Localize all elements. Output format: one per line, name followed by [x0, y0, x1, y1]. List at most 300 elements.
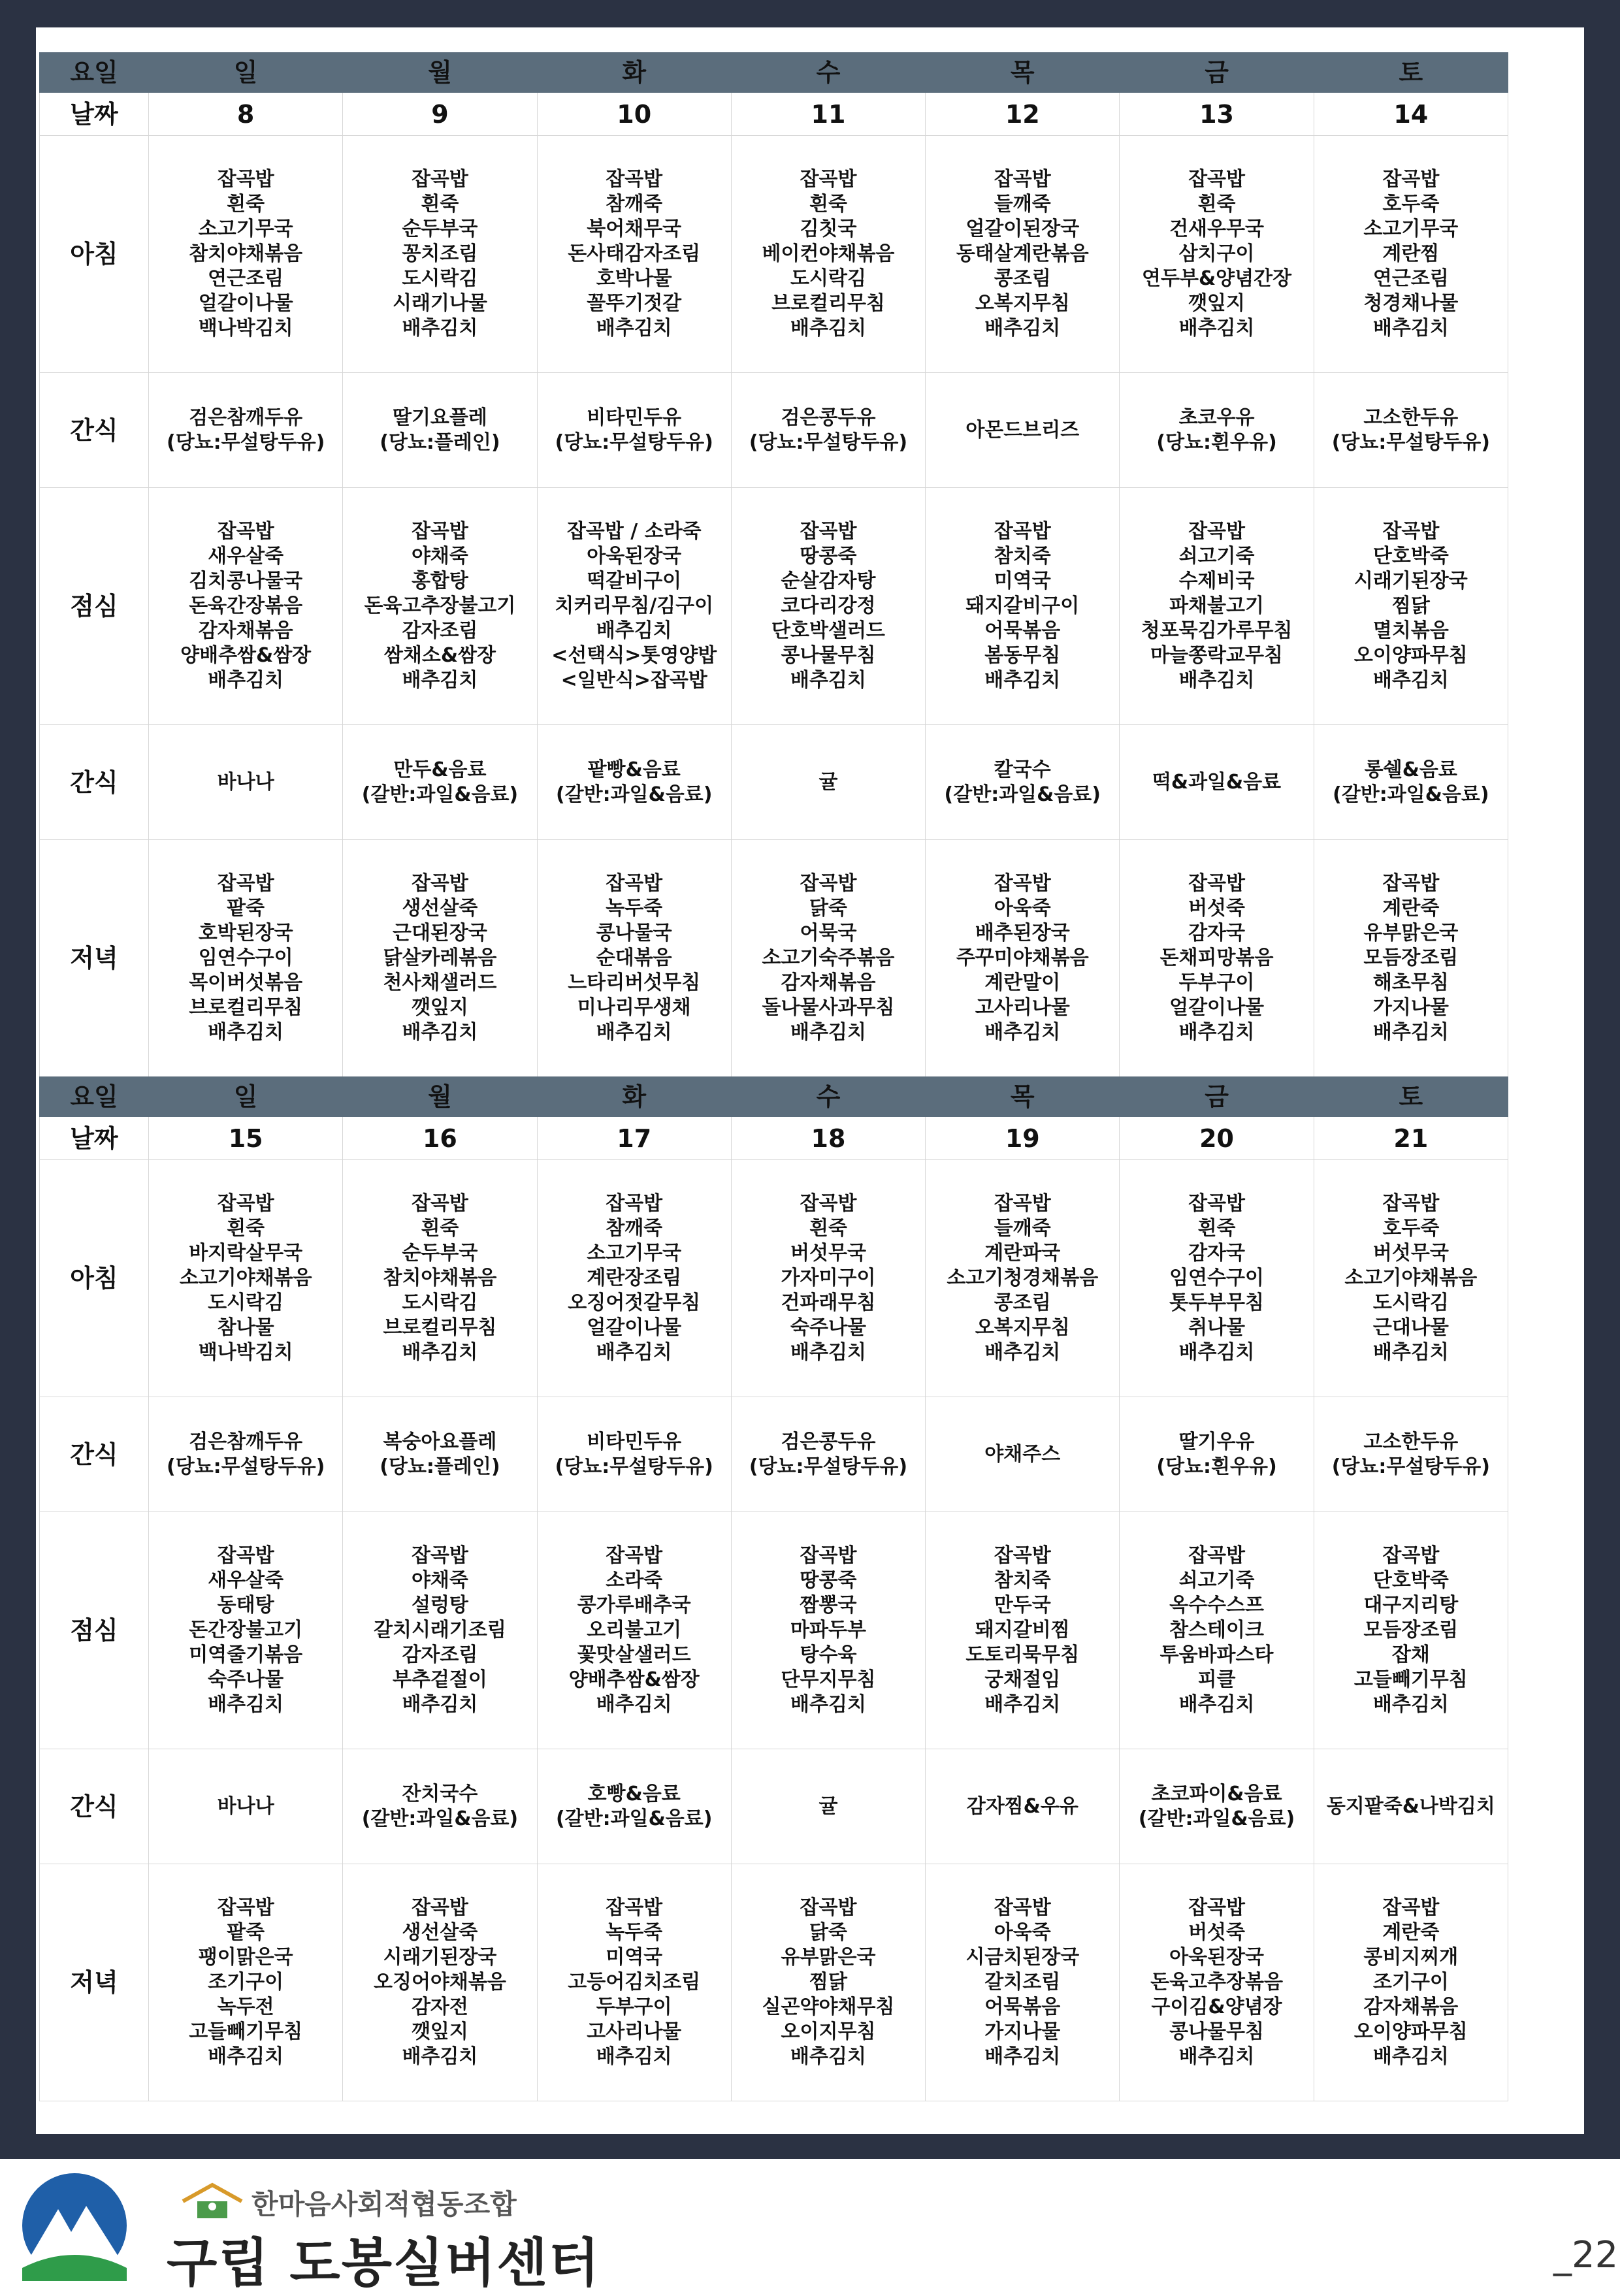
menu-item: 잡곡밥 [217, 520, 274, 543]
menu-item: 단호박죽 [1372, 1569, 1449, 1592]
menu-item: 피클 [1197, 1668, 1236, 1691]
org-title: 구립 도봉실버센터 [167, 2233, 601, 2293]
menu-item: 미역줄기볶음 [189, 1643, 303, 1666]
menu-item: 수제비국 [1178, 570, 1255, 592]
menu-item: 오이양파무침 [1353, 2020, 1468, 2043]
menu-cell [1120, 1749, 1314, 1864]
menu-cell [149, 1864, 343, 2101]
menu-item: 배추김치 [596, 2045, 672, 2068]
menu-item: (갈반:과일&음료) [555, 1807, 713, 1830]
menu-item: 배추김치 [790, 1341, 866, 1364]
menu-item: 소고기야채볶음 [179, 1267, 312, 1289]
menu-item: 계란장조림 [587, 1267, 682, 1289]
menu-item: 잡곡밥 [1382, 168, 1440, 191]
menu-item: 참스테이크 [1169, 1619, 1264, 1641]
menu-item: 잡곡밥 [411, 1544, 468, 1567]
menu-item: 도시락김 [1372, 1291, 1449, 1314]
menu-cell [537, 840, 731, 1077]
menu-item: 흰죽 [227, 193, 265, 216]
menu-item: 순두부국 [402, 1242, 478, 1265]
menu-cell [731, 1749, 925, 1864]
menu-cell [731, 136, 925, 373]
menu-item: 배추김치 [596, 317, 672, 340]
menu-cell [731, 373, 925, 488]
menu-item: 고들빼기무침 [189, 2020, 303, 2043]
menu-cell [537, 1749, 731, 1864]
menu-item: 만두국 [994, 1594, 1051, 1617]
menu-item: 만두&음료 [393, 758, 487, 781]
menu-item: 깻잎지 [1188, 292, 1246, 315]
menu-item: 참깨죽 [606, 1217, 663, 1240]
meal-label: 간식 [40, 1749, 149, 1864]
menu-item: 동태살계란볶음 [956, 242, 1089, 265]
menu-item: (갈반:과일&음료) [1333, 783, 1489, 806]
date-cell: 13 [1120, 93, 1314, 136]
menu-item: 김치콩나물국 [189, 570, 303, 592]
house-logo-icon [176, 2182, 248, 2221]
menu-item: 배추된장국 [975, 922, 1070, 945]
menu-item: 연근조림 [1372, 267, 1449, 290]
menu-item: 참치야채볶음 [189, 242, 303, 265]
menu-item: (당뇨:무설탕두유) [167, 1455, 325, 1478]
menu-item: 배추김치 [984, 2045, 1061, 2068]
menu-item: 양배추쌈&쌈장 [568, 1668, 700, 1691]
meal-row [40, 725, 1508, 840]
menu-item: (갈반:과일&음료) [361, 783, 519, 806]
menu-item: 계란죽 [1382, 897, 1440, 920]
menu-item: 배추김치 [790, 1021, 866, 1044]
page-number: _22 [1553, 2234, 1619, 2276]
menu-item: 짬뽕국 [800, 1594, 857, 1617]
menu-item: 임연수구이 [1169, 1267, 1264, 1289]
menu-item: 흰죽 [227, 1217, 265, 1240]
menu-cell [343, 1749, 537, 1864]
menu-item: 순대볶음 [596, 946, 672, 969]
menu-item: 호빵&음료 [587, 1782, 681, 1805]
menu-item: 찜닭 [1391, 594, 1430, 617]
menu-item: 잡곡밥 [800, 1192, 857, 1215]
menu-item: 오징어젓갈무침 [568, 1291, 701, 1314]
menu-item: 도시락김 [208, 1291, 284, 1314]
weekday-cell: 일 [149, 1077, 343, 1117]
meal-row [40, 1864, 1508, 2101]
menu-item: 꽁치조림 [402, 242, 478, 265]
menu-item: 순살감자탕 [781, 570, 876, 592]
menu-item: 배추김치 [790, 2045, 866, 2068]
menu-item: 감자찜&우유 [966, 1794, 1078, 1818]
menu-item: 배추김치 [984, 317, 1061, 340]
menu-item: 배추김치 [984, 1021, 1061, 1044]
menu-item: 잡곡밥 [994, 872, 1051, 895]
menu-item: 돼지갈비구이 [965, 594, 1080, 617]
menu-item: 갈치시래기조림 [373, 1619, 506, 1641]
meal-row [40, 136, 1508, 373]
menu-cell [731, 840, 925, 1077]
menu-item: 잡곡밥 [606, 1896, 663, 1919]
menu-cell [1314, 840, 1508, 1077]
date-cell: 9 [343, 93, 537, 136]
menu-item: 모듬장조림 [1363, 946, 1459, 969]
meal-label: 간식 [40, 373, 149, 488]
menu-item: 백나박김치 [198, 1341, 293, 1364]
menu-item: 배추김치 [208, 669, 284, 692]
menu-cell [537, 1512, 731, 1749]
menu-item: 숙주나물 [208, 1668, 284, 1691]
menu-item: 콩비지찌개 [1363, 1946, 1459, 1969]
menu-item: 잔치국수 [402, 1782, 478, 1805]
menu-cell [1314, 1864, 1508, 2101]
menu-item: 브로컬리무침 [189, 996, 303, 1019]
menu-item: 가지나물 [984, 2020, 1061, 2043]
menu-item: 시래기된장국 [1353, 570, 1468, 592]
menu-item: 오이지무침 [781, 2020, 876, 2043]
menu-item: 닭죽 [809, 1921, 847, 1944]
menu-item: 근대나물 [1372, 1316, 1449, 1339]
menu-item: 배추김치 [1178, 2045, 1255, 2068]
meal-label: 점심 [40, 488, 149, 725]
date-cell: 16 [343, 1117, 537, 1160]
weekly-menu-table-1 [39, 52, 1508, 1077]
date-cell: 11 [731, 93, 925, 136]
menu-item: 미역국 [606, 1946, 663, 1969]
menu-cell [731, 1160, 925, 1397]
menu-item: 초코우유 [1178, 406, 1255, 429]
menu-item: 들깨죽 [994, 1217, 1051, 1240]
menu-cell [1120, 1512, 1314, 1749]
menu-cell [537, 1397, 731, 1512]
menu-item: 배추김치 [790, 669, 866, 692]
menu-cell [926, 840, 1120, 1077]
menu-cell [343, 1397, 537, 1512]
meal-row [40, 488, 1508, 725]
menu-cell [731, 1864, 925, 2101]
menu-item: 녹두죽 [606, 897, 663, 920]
menu-item: 잡곡밥 [1188, 872, 1246, 895]
menu-cell [537, 488, 731, 725]
menu-item: (갈반:과일&음료) [1138, 1807, 1295, 1830]
menu-cell [149, 1160, 343, 1397]
meal-label: 아침 [40, 1160, 149, 1397]
menu-item: 참치야채볶음 [383, 1267, 497, 1289]
menu-item: 고등어김치조림 [568, 1971, 701, 1994]
menu-cell [149, 725, 343, 840]
menu-item: 잡곡밥 [1188, 520, 1246, 543]
weekday-cell: 토 [1314, 1077, 1508, 1117]
menu-item: 감자채볶음 [781, 971, 876, 994]
menu-item: 배추김치 [1178, 317, 1255, 340]
menu-item: 두부구이 [596, 1996, 672, 2018]
weekday-cell: 금 [1120, 1077, 1314, 1117]
menu-cell [149, 1512, 343, 1749]
menu-cell [1314, 488, 1508, 725]
menu-item: 땅콩죽 [800, 1569, 857, 1592]
menu-item: 야채주스 [984, 1442, 1061, 1466]
weekday-cell: 금 [1120, 53, 1314, 93]
menu-item: 깻잎지 [411, 2020, 468, 2043]
menu-item: 계란파국 [984, 1242, 1061, 1265]
menu-item: 꼴뚜기젓갈 [587, 292, 682, 315]
menu-item: 흰죽 [1197, 193, 1236, 216]
menu-item: (당뇨:무설탕두유) [749, 1455, 908, 1478]
menu-item: 조기구이 [1372, 1971, 1449, 1994]
menu-item: 팽이맑은국 [198, 1946, 293, 1969]
menu-cell [731, 1512, 925, 1749]
menu-item: 칼국수 [994, 758, 1051, 781]
menu-item: 도시락김 [402, 267, 478, 290]
menu-item: 궁채절임 [984, 1668, 1061, 1691]
menu-item: 도토리묵무침 [965, 1643, 1080, 1666]
menu-item: 오이양파무침 [1353, 644, 1468, 667]
menu-cell [343, 725, 537, 840]
menu-item: 소고기무국 [198, 218, 293, 240]
menu-item: 생선살죽 [402, 897, 478, 920]
meal-row [40, 1749, 1508, 1864]
menu-cell [149, 373, 343, 488]
menu-cell [926, 1160, 1120, 1397]
menu-item: 부추겉절이 [392, 1668, 487, 1691]
date-row [40, 1117, 1508, 1160]
menu-item: 배추김치 [208, 1021, 284, 1044]
menu-item: 감자채볶음 [1363, 1996, 1459, 2018]
menu-item: 배추김치 [1178, 1021, 1255, 1044]
menu-item: 콩조림 [994, 267, 1051, 290]
menu-item: 초코파이&음료 [1151, 1782, 1282, 1805]
menu-item: 잡곡밥 [1382, 1192, 1440, 1215]
menu-item: 땅콩죽 [800, 545, 857, 568]
menu-item: 동지팥죽&나박김치 [1326, 1794, 1495, 1818]
menu-item: 배추김치 [1372, 1341, 1449, 1364]
menu-item: 청포묵김가루무침 [1141, 619, 1293, 642]
menu-item: 건새우무국 [1169, 218, 1264, 240]
menu-item: 배추김치 [1372, 1693, 1449, 1716]
menu-item: 배추김치 [596, 619, 672, 642]
menu-item: 생선살죽 [402, 1921, 478, 1944]
menu-item: 참깨죽 [606, 193, 663, 216]
menu-item: 돈채피망볶음 [1159, 946, 1274, 969]
menu-item: 복숭아요플레 [383, 1430, 497, 1453]
menu-cell [537, 373, 731, 488]
menu-item: 얼갈이된장국 [965, 218, 1080, 240]
menu-item: 베이컨야채볶음 [762, 242, 895, 265]
menu-item: 바지락살무국 [189, 1242, 303, 1265]
menu-item: <선택식>톳영양밥 [551, 644, 717, 667]
menu-item: 호박된장국 [198, 922, 293, 945]
weekday-cell: 화 [537, 53, 731, 93]
meal-row [40, 840, 1508, 1077]
menu-item: 감자조림 [402, 1643, 478, 1666]
menu-item: 잡곡밥 [1382, 520, 1440, 543]
weekday-cell: 수 [731, 53, 925, 93]
menu-item: 배추김치 [402, 1341, 478, 1364]
menu-item: 배추김치 [402, 669, 478, 692]
menu-item: 시금치된장국 [965, 1946, 1080, 1969]
menu-item: 탕수육 [800, 1643, 857, 1666]
meal-label: 간식 [40, 1397, 149, 1512]
menu-item: (당뇨:무설탕두유) [1331, 1455, 1490, 1478]
menu-item: 옥수수스프 [1169, 1594, 1264, 1617]
menu-item: (갈반:과일&음료) [944, 783, 1101, 806]
menu-item: 아욱된장국 [1169, 1946, 1264, 1969]
menu-item: 봄동무침 [984, 644, 1061, 667]
menu-item: 돈육고추장볶음 [1150, 1971, 1283, 1994]
menu-item: 야채죽 [411, 1569, 468, 1592]
menu-item: 잡곡밥 [994, 1896, 1051, 1919]
menu-item: 가자미구이 [781, 1267, 876, 1289]
menu-item: 귤 [818, 770, 838, 794]
menu-item: 어묵볶음 [984, 1996, 1061, 2018]
meal-label: 저녁 [40, 840, 149, 1077]
menu-item: 딸기요플레 [392, 406, 487, 429]
weekday-cell: 일 [149, 53, 343, 93]
menu-item: 흰죽 [421, 1217, 459, 1240]
menu-item: 감자조림 [402, 619, 478, 642]
menu-cell [731, 1397, 925, 1512]
menu-item: 실곤약야채무침 [762, 1996, 895, 2018]
date-label: 날짜 [40, 1117, 149, 1160]
menu-item: 계란찜 [1382, 242, 1440, 265]
date-row [40, 93, 1508, 136]
menu-item: 어묵볶음 [984, 619, 1061, 642]
meal-label: 아침 [40, 136, 149, 373]
menu-item: 고사리나물 [587, 2020, 682, 2043]
date-cell: 19 [926, 1117, 1120, 1160]
menu-item: 아욱죽 [994, 897, 1051, 920]
menu-item: 모듬장조림 [1363, 1619, 1459, 1641]
menu-item: 아욱된장국 [587, 545, 682, 568]
menu-cell [1314, 1512, 1508, 1749]
menu-cell [731, 725, 925, 840]
menu-item: 배추김치 [1178, 1341, 1255, 1364]
menu-item: 잡곡밥 [606, 1192, 663, 1215]
menu-item: 떡갈비구이 [587, 570, 682, 592]
menu-item: 톳두부무침 [1169, 1291, 1264, 1314]
menu-item: 검은참깨두유 [189, 406, 303, 429]
menu-item: (당뇨:무설탕두유) [555, 1455, 713, 1478]
date-cell: 8 [149, 93, 343, 136]
menu-item: 버섯무국 [790, 1242, 866, 1265]
menu-cell [1120, 488, 1314, 725]
menu-item: 얼갈이나물 [198, 292, 293, 315]
menu-item: 근대된장국 [392, 922, 487, 945]
menu-item: 돈간장불고기 [189, 1619, 303, 1641]
menu-item: 투움바파스타 [1159, 1643, 1274, 1666]
menu-cell [149, 1749, 343, 1864]
menu-item: 배추김치 [1372, 2045, 1449, 2068]
menu-item: (갈반:과일&음료) [361, 1807, 519, 1830]
menu-item: 잡곡밥 / 소라죽 [566, 520, 702, 543]
menu-cell [926, 1864, 1120, 2101]
menu-item: 감자채볶음 [198, 619, 293, 642]
menu-item: 배추김치 [1178, 669, 1255, 692]
menu-item: 얼갈이나물 [1169, 996, 1264, 1019]
menu-item: 도시락김 [402, 1291, 478, 1314]
menu-item: 떡&과일&음료 [1152, 770, 1282, 794]
menu-item: (갈반:과일&음료) [555, 783, 713, 806]
menu-item: 팥죽 [227, 1921, 265, 1944]
meal-row [40, 1512, 1508, 1749]
menu-item: 배추김치 [596, 1341, 672, 1364]
weekday-cell: 수 [731, 1077, 925, 1117]
menu-item: 단무지무침 [781, 1668, 876, 1691]
menu-item: 들깨죽 [994, 193, 1051, 216]
menu-item: 미나리무생채 [577, 996, 691, 1019]
menu-item: (당뇨:흰우유) [1156, 1455, 1277, 1478]
menu-item: 코다리강정 [781, 594, 876, 617]
date-cell: 10 [537, 93, 731, 136]
menu-item: 고소한두유 [1363, 1430, 1459, 1453]
mountain-logo-icon [9, 2170, 140, 2281]
meal-label: 점심 [40, 1512, 149, 1749]
menu-item: 팥죽 [227, 897, 265, 920]
menu-item: 얼갈이나물 [587, 1316, 682, 1339]
menu-item: 배추김치 [1372, 669, 1449, 692]
menu-item: 돈사태감자조림 [568, 242, 701, 265]
menu-item: 콩나물국 [596, 922, 672, 945]
menu-item: 감자국 [1188, 1242, 1246, 1265]
menu-item: 삼치구이 [1178, 242, 1255, 265]
menu-item: 취나물 [1188, 1316, 1246, 1339]
menu-item: 잡곡밥 [1188, 1544, 1246, 1567]
menu-cell [343, 1160, 537, 1397]
menu-item: 설렁탕 [411, 1594, 468, 1617]
menu-item: 비타민두유 [587, 1430, 682, 1453]
menu-item: 배추김치 [1372, 317, 1449, 340]
menu-item: 마파두부 [790, 1619, 866, 1641]
menu-item: 잡곡밥 [800, 1544, 857, 1567]
weekday-header-row [40, 53, 1508, 93]
menu-item: 가지나물 [1372, 996, 1449, 1019]
menu-item: 소고기야채볶음 [1344, 1267, 1478, 1289]
menu-item: 꽃맛살샐러드 [577, 1643, 691, 1666]
menu-item: 아몬드브리즈 [965, 418, 1080, 442]
menu-item: 잡곡밥 [606, 872, 663, 895]
menu-cell [1120, 725, 1314, 840]
menu-cell [149, 1397, 343, 1512]
menu-item: 비타민두유 [587, 406, 682, 429]
date-label: 날짜 [40, 93, 149, 136]
menu-item: 딸기우유 [1178, 1430, 1255, 1453]
menu-cell [343, 840, 537, 1077]
menu-item: 건파래무침 [781, 1291, 876, 1314]
menu-cell [343, 1864, 537, 2101]
menu-item: 롱쉘&음료 [1364, 758, 1457, 781]
menu-item: 계란죽 [1382, 1921, 1440, 1944]
menu-item: 동태탕 [217, 1594, 274, 1617]
menu-item: 아욱죽 [994, 1921, 1051, 1944]
org-subtitle: 한마음사회적협동조합 [251, 2188, 517, 2220]
menu-cell [926, 1512, 1120, 1749]
menu-item: (당뇨:플레인) [380, 1455, 500, 1478]
menu-item: 미역국 [994, 570, 1051, 592]
menu-item: 참치죽 [994, 1569, 1051, 1592]
menu-item: 팥빵&음료 [587, 758, 681, 781]
weekday-cell: 목 [926, 1077, 1120, 1117]
menu-item: 콩나물무침 [781, 644, 876, 667]
menu-item: 갈치조림 [984, 1971, 1061, 1994]
menu-item: 버섯죽 [1188, 1921, 1246, 1944]
menu-item: 참나물 [217, 1316, 274, 1339]
menu-item: 연근조림 [208, 267, 284, 290]
menu-item: 시래기된장국 [383, 1946, 497, 1969]
menu-item: 잡곡밥 [411, 1896, 468, 1919]
menu-item: 단호박샐러드 [771, 619, 885, 642]
menu-item: 배추김치 [208, 2045, 284, 2068]
menu-cell [537, 136, 731, 373]
menu-item: 검은콩두유 [781, 406, 876, 429]
meal-row [40, 1160, 1508, 1397]
date-cell: 12 [926, 93, 1120, 136]
menu-item: 홍합탕 [411, 570, 468, 592]
